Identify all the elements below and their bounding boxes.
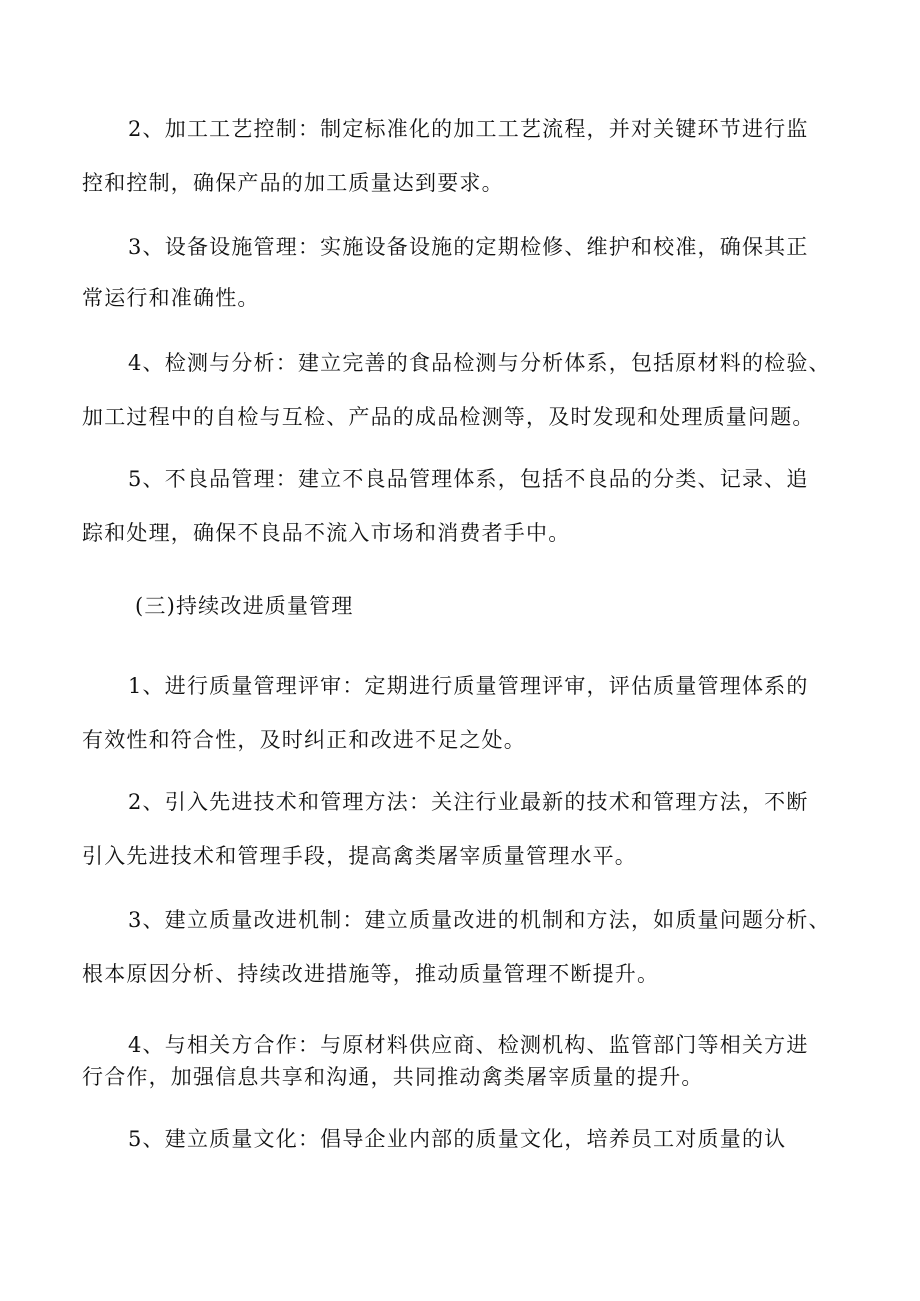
paragraph-line: 根本原因分析、持续改进措施等，推动质量管理不断提升。: [82, 962, 660, 986]
paragraph-line: 2、引入先进技术和管理方法：关注行业最新的技术和管理方法，不断: [128, 790, 809, 814]
section-heading: (三)持续改进质量管理: [135, 594, 354, 618]
paragraph-line: 控和控制，确保产品的加工质量达到要求。: [82, 171, 504, 195]
paragraph-line: 加工过程中的自检与互检、产品的成品检测等，及时发现和处理质量问题。: [82, 405, 815, 429]
paragraph-line: 3、设备设施管理：实施设备设施的定期检修、维护和校准，确保其正: [128, 235, 809, 259]
paragraph-line: 有效性和符合性，及时纠正和改进不足之处。: [82, 728, 526, 752]
paragraph-line: 2、加工工艺控制：制定标准化的加工工艺流程，并对关键环节进行监: [128, 117, 809, 141]
paragraph-line: 引入先进技术和管理手段，提高禽类屠宰质量管理水平。: [82, 844, 637, 868]
paragraph-line: 常运行和准确性。: [82, 286, 260, 310]
paragraph-line: 踪和处理，确保不良品不流入市场和消费者手中。: [82, 521, 571, 545]
paragraph-line: 行合作，加强信息共享和沟通，共同推动禽类屠宰质量的提升。: [82, 1065, 704, 1089]
paragraph-line: 4、检测与分析：建立完善的食品检测与分析体系，包括原材料的检验、: [128, 351, 831, 375]
paragraph-line: 4、与相关方合作：与原材料供应商、检测机构、监管部门等相关方进: [128, 1033, 809, 1057]
paragraph-line: 5、不良品管理：建立不良品管理体系，包括不良品的分类、记录、追: [128, 467, 809, 491]
paragraph-line: 3、建立质量改进机制：建立质量改进的机制和方法，如质量问题分析、: [128, 908, 831, 932]
paragraph-line: 5、建立质量文化：倡导企业内部的质量文化，培养员工对质量的认: [128, 1127, 787, 1151]
paragraph-line: 1、进行质量管理评审：定期进行质量管理评审，评估质量管理体系的: [128, 674, 809, 698]
